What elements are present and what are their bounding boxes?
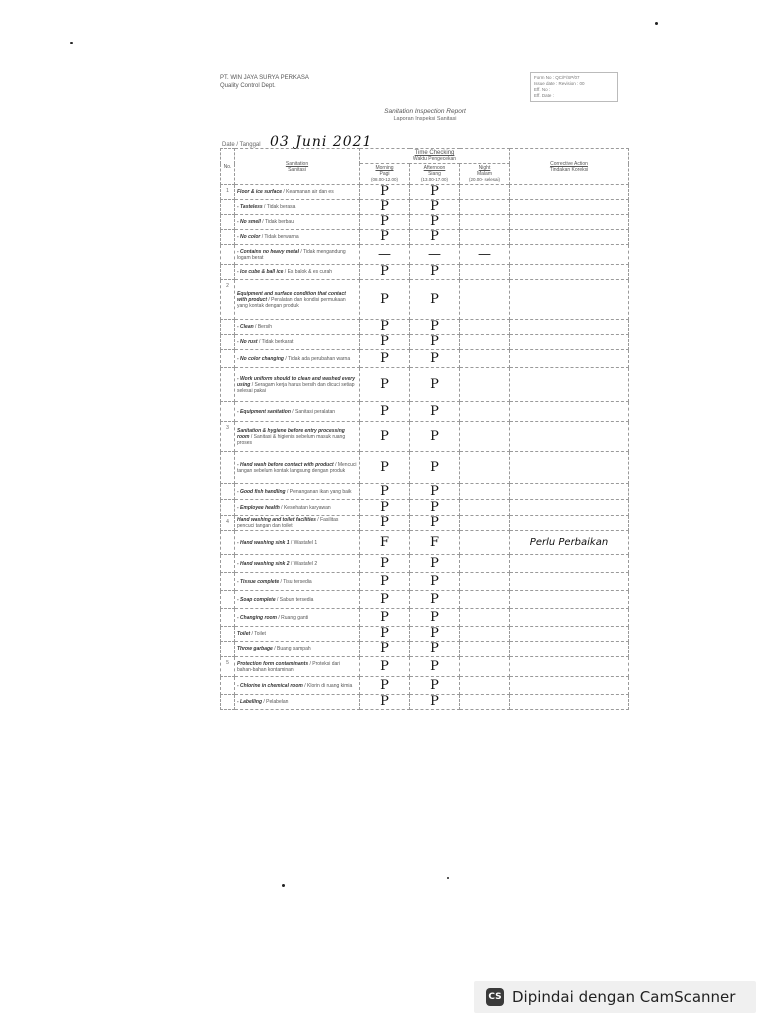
corrective-action-note bbox=[510, 368, 629, 402]
morning-mark: P bbox=[360, 265, 410, 280]
table-row bbox=[221, 200, 629, 215]
night-mark bbox=[460, 695, 510, 710]
night-mark bbox=[460, 452, 510, 484]
table-row bbox=[221, 335, 629, 350]
row-parameter bbox=[235, 350, 360, 368]
date-label: Date / Tanggal bbox=[222, 142, 261, 148]
corrective-action-note bbox=[510, 677, 629, 695]
parameter-indonesian: / Tisu tersedia bbox=[279, 578, 312, 585]
form-info-box bbox=[530, 72, 618, 102]
afternoon-mark: P bbox=[410, 335, 460, 350]
row-parameter bbox=[235, 555, 360, 573]
afternoon-mark: P bbox=[410, 230, 460, 245]
corrective-action-note bbox=[510, 642, 629, 657]
parameter-indonesian: / Fasilitas pencuci tangan dan toilet bbox=[237, 517, 339, 529]
morning-mark: P bbox=[360, 368, 410, 402]
night-mark bbox=[460, 265, 510, 280]
morning-mark: P bbox=[360, 555, 410, 573]
corrective-action-note bbox=[510, 591, 629, 609]
morning-mark: P bbox=[360, 657, 410, 677]
corrective-action-note bbox=[510, 500, 629, 516]
parameter-english: - Hand wash before contact with product bbox=[237, 461, 334, 468]
afternoon-mark: P bbox=[410, 516, 460, 531]
morning-mark: P bbox=[360, 422, 410, 452]
row-parameter bbox=[235, 422, 360, 452]
table-row bbox=[221, 657, 629, 677]
corrective-action-note bbox=[510, 280, 629, 320]
morning-mark: P bbox=[360, 185, 410, 200]
scan-speck bbox=[447, 877, 449, 879]
parameter-indonesian: / Keamanan air dan es bbox=[282, 189, 334, 195]
table-row bbox=[221, 368, 629, 402]
morning-mark: P bbox=[360, 350, 410, 368]
row-number bbox=[221, 200, 235, 215]
table-row bbox=[221, 677, 629, 695]
corrective-action-note bbox=[510, 200, 629, 215]
parameter-english: Sanitation & hygiene before entry processing room bbox=[237, 427, 345, 440]
row-number bbox=[221, 452, 235, 484]
parameter-indonesian: / Bersih bbox=[253, 324, 273, 330]
parameter-english: Protection form contaminants bbox=[237, 660, 309, 667]
morning-mark: P bbox=[360, 215, 410, 230]
afternoon-mark: P bbox=[410, 591, 460, 609]
header-afternoon: Afternoon Siang (13.00-17.00) bbox=[410, 164, 460, 185]
parameter-english: - No rust bbox=[237, 339, 258, 345]
row-parameter bbox=[235, 531, 360, 555]
parameter-indonesian: / Tidak berkarat bbox=[257, 339, 294, 345]
parameter-english: - Tissue complete bbox=[237, 578, 280, 585]
parameter-indonesian: / Tidak berwarna bbox=[260, 234, 299, 240]
night-mark bbox=[460, 555, 510, 573]
parameter-indonesian: / Pelabelan bbox=[262, 699, 289, 705]
night-mark bbox=[460, 200, 510, 215]
corrective-action-note bbox=[510, 185, 629, 200]
night-mark bbox=[460, 350, 510, 368]
parameter-indonesian: / Mencuci tangan sebelum kontak langsung dengan produk bbox=[237, 461, 357, 474]
table-row bbox=[221, 320, 629, 335]
morning-mark: P bbox=[360, 500, 410, 516]
row-parameter bbox=[235, 230, 360, 245]
afternoon-mark: P bbox=[410, 677, 460, 695]
corrective-action-note bbox=[510, 657, 629, 677]
morning-mark: P bbox=[360, 516, 410, 531]
afternoon-mark: — bbox=[410, 245, 460, 265]
morning-mark: P bbox=[360, 695, 410, 710]
night-mark bbox=[460, 531, 510, 555]
night-mark bbox=[460, 609, 510, 627]
afternoon-mark: P bbox=[410, 422, 460, 452]
parameter-indonesian: / Es balok & es curah bbox=[283, 269, 333, 275]
parameter-english: - No smell bbox=[237, 219, 261, 225]
row-number bbox=[221, 500, 235, 516]
afternoon-mark: F bbox=[410, 531, 460, 555]
night-mark bbox=[460, 642, 510, 657]
morning-mark: P bbox=[360, 230, 410, 245]
night-mark bbox=[460, 422, 510, 452]
parameter-indonesian: / Tidak berasa bbox=[262, 204, 296, 210]
table-row bbox=[221, 280, 629, 320]
afternoon-mark: P bbox=[410, 555, 460, 573]
parameter-indonesian: / Sanitasi peralatan bbox=[290, 408, 336, 415]
morning-mark: — bbox=[360, 245, 410, 265]
night-mark bbox=[460, 657, 510, 677]
row-parameter bbox=[235, 185, 360, 200]
sanitation-checklist-table bbox=[220, 148, 629, 710]
parameter-english: Floor & ice surface bbox=[237, 189, 283, 195]
table-row bbox=[221, 573, 629, 591]
row-number bbox=[221, 245, 235, 265]
night-mark bbox=[460, 280, 510, 320]
afternoon-mark: P bbox=[410, 573, 460, 591]
night-mark bbox=[460, 573, 510, 591]
night-mark bbox=[460, 677, 510, 695]
row-number: 1 bbox=[221, 185, 235, 200]
row-number bbox=[221, 573, 235, 591]
corrective-action-note bbox=[510, 422, 629, 452]
row-parameter bbox=[235, 573, 360, 591]
corrective-action-note bbox=[510, 320, 629, 335]
parameter-indonesian: / Sabun tersedia bbox=[275, 596, 314, 603]
row-parameter bbox=[235, 500, 360, 516]
row-parameter bbox=[235, 402, 360, 422]
parameter-indonesian: / Penanganan ikan yang baik bbox=[285, 488, 352, 495]
parameter-english: Throw garbage bbox=[237, 646, 273, 652]
row-number bbox=[221, 215, 235, 230]
row-number bbox=[221, 320, 235, 335]
morning-mark: P bbox=[360, 484, 410, 500]
parameter-indonesian: / Tidak mengandung logam berat bbox=[237, 248, 346, 261]
row-number bbox=[221, 368, 235, 402]
corrective-action-note bbox=[510, 452, 629, 484]
corrective-action-note bbox=[510, 335, 629, 350]
parameter-english: - Tasteless bbox=[237, 204, 263, 210]
parameter-english: - Contains no heavy metal bbox=[237, 248, 299, 255]
table-row bbox=[221, 609, 629, 627]
camscanner-logo-icon: CS bbox=[486, 988, 504, 1006]
company-dept: Quality Control Dept. bbox=[220, 83, 276, 89]
form-info-line: Eff. No : bbox=[534, 87, 551, 92]
camscanner-text: Dipindai dengan CamScanner bbox=[512, 988, 736, 1006]
date-value: 03 Juni 2021 bbox=[270, 134, 373, 150]
night-mark bbox=[460, 402, 510, 422]
table-row bbox=[221, 215, 629, 230]
parameter-english: - Clean bbox=[237, 324, 254, 330]
table-row bbox=[221, 230, 629, 245]
row-parameter bbox=[235, 642, 360, 657]
morning-mark: P bbox=[360, 677, 410, 695]
scan-speck bbox=[70, 42, 73, 44]
corrective-action-note bbox=[510, 573, 629, 591]
afternoon-mark: P bbox=[410, 609, 460, 627]
scan-speck bbox=[655, 22, 658, 25]
table-row bbox=[221, 452, 629, 484]
morning-mark: P bbox=[360, 402, 410, 422]
corrective-action-note bbox=[510, 350, 629, 368]
table-row bbox=[221, 402, 629, 422]
scan-speck bbox=[282, 884, 285, 887]
row-number bbox=[221, 402, 235, 422]
night-mark bbox=[460, 627, 510, 642]
row-number bbox=[221, 265, 235, 280]
parameter-indonesian: / Wastafel 1 bbox=[289, 539, 318, 546]
row-parameter bbox=[235, 452, 360, 484]
parameter-english: Hand washing and toilet facilities bbox=[237, 517, 316, 523]
row-parameter bbox=[235, 695, 360, 710]
afternoon-mark: P bbox=[410, 185, 460, 200]
row-parameter bbox=[235, 609, 360, 627]
row-parameter bbox=[235, 335, 360, 350]
afternoon-mark: P bbox=[410, 627, 460, 642]
parameter-english: - Work uniform should to clean and washed every using bbox=[237, 375, 355, 388]
header-parameter: Sanitation Sanitasi bbox=[235, 149, 360, 185]
parameter-english: - Hand washing sink 1 bbox=[237, 539, 290, 546]
row-parameter bbox=[235, 245, 360, 265]
row-parameter bbox=[235, 320, 360, 335]
row-number bbox=[221, 642, 235, 657]
row-number bbox=[221, 484, 235, 500]
row-parameter bbox=[235, 484, 360, 500]
afternoon-mark: P bbox=[410, 695, 460, 710]
parameter-english: - Chlorine in chemical room bbox=[237, 682, 303, 689]
header-no: No. bbox=[221, 149, 235, 185]
corrective-action-note bbox=[510, 609, 629, 627]
night-mark bbox=[460, 185, 510, 200]
parameter-english: - Equipment sanitation bbox=[237, 408, 291, 415]
night-mark bbox=[460, 335, 510, 350]
parameter-english: - Changing room bbox=[237, 614, 277, 621]
parameter-english: - Labelling bbox=[237, 699, 262, 705]
parameter-indonesian: / Tidak ada perubahan warna bbox=[283, 355, 351, 362]
morning-mark: P bbox=[360, 642, 410, 657]
morning-mark: P bbox=[360, 452, 410, 484]
parameter-english: - Employee health bbox=[237, 504, 280, 511]
corrective-action-note bbox=[510, 484, 629, 500]
row-number bbox=[221, 627, 235, 642]
row-parameter bbox=[235, 591, 360, 609]
parameter-indonesian: / Klorin di ruang kimia bbox=[302, 682, 353, 689]
afternoon-mark: P bbox=[410, 368, 460, 402]
row-number: 5 bbox=[221, 657, 235, 677]
parameter-indonesian: / Proteksi dari bahan-bahan kontaminan bbox=[237, 660, 341, 673]
parameter-english: - No color changing bbox=[237, 355, 284, 362]
night-mark bbox=[460, 500, 510, 516]
row-number bbox=[221, 350, 235, 368]
night-mark bbox=[460, 516, 510, 531]
parameter-indonesian: / Seragam kerja harus bersih dan dicuci setiap selesai pakai bbox=[237, 381, 355, 394]
table-row bbox=[221, 185, 629, 200]
company-header bbox=[220, 74, 360, 90]
morning-mark: P bbox=[360, 627, 410, 642]
afternoon-mark: P bbox=[410, 215, 460, 230]
table-row bbox=[221, 484, 629, 500]
corrective-action-note: Perlu Perbaikan bbox=[510, 531, 629, 555]
parameter-english: Toilet bbox=[237, 631, 251, 637]
table-row bbox=[221, 265, 629, 280]
morning-mark: P bbox=[360, 200, 410, 215]
table-row bbox=[221, 627, 629, 642]
company-name: PT. WIN JAYA SURYA PERKASA bbox=[220, 75, 309, 81]
parameter-english: - Good fish handling bbox=[237, 488, 286, 495]
corrective-action-note bbox=[510, 215, 629, 230]
table-row bbox=[221, 555, 629, 573]
table-row bbox=[221, 695, 629, 710]
row-number bbox=[221, 531, 235, 555]
table-row bbox=[221, 642, 629, 657]
morning-mark: P bbox=[360, 609, 410, 627]
table-row bbox=[221, 350, 629, 368]
table-row bbox=[221, 591, 629, 609]
parameter-indonesian: / Peralatan dan kondisi permukaan yang kontak dengan produk bbox=[237, 296, 346, 309]
afternoon-mark: P bbox=[410, 452, 460, 484]
parameter-indonesian: / Tidak berbau bbox=[260, 219, 294, 225]
corrective-action-note bbox=[510, 555, 629, 573]
afternoon-mark: P bbox=[410, 657, 460, 677]
night-mark bbox=[460, 320, 510, 335]
afternoon-mark: P bbox=[410, 350, 460, 368]
parameter-indonesian: / Toilet bbox=[250, 631, 266, 637]
night-mark: — bbox=[460, 245, 510, 265]
parameter-indonesian: / Ruang ganti bbox=[277, 614, 309, 621]
night-mark bbox=[460, 591, 510, 609]
row-number bbox=[221, 609, 235, 627]
header-time-checking: Time Checking Waktu Pengecekan bbox=[360, 149, 510, 164]
row-number bbox=[221, 555, 235, 573]
form-info-line: Form No : QC/F/SP/07 bbox=[534, 75, 580, 80]
night-mark bbox=[460, 368, 510, 402]
row-number bbox=[221, 230, 235, 245]
parameter-indonesian: / Buang sampah bbox=[272, 646, 311, 652]
row-parameter bbox=[235, 265, 360, 280]
header-corrective-action: Corrective Action Tindakan Koreksi bbox=[510, 149, 629, 185]
afternoon-mark: P bbox=[410, 642, 460, 657]
row-number bbox=[221, 677, 235, 695]
row-number bbox=[221, 695, 235, 710]
form-info-line: Eff. Date : bbox=[534, 93, 554, 98]
corrective-action-note bbox=[510, 245, 629, 265]
row-number: 3 bbox=[221, 422, 235, 452]
parameter-indonesian: / Kesehatan karyawan bbox=[279, 504, 331, 511]
afternoon-mark: P bbox=[410, 484, 460, 500]
row-parameter bbox=[235, 516, 360, 531]
row-parameter bbox=[235, 215, 360, 230]
row-parameter bbox=[235, 627, 360, 642]
afternoon-mark: P bbox=[410, 500, 460, 516]
form-info-line: Issue date : Revision : 00 bbox=[534, 81, 585, 86]
afternoon-mark: P bbox=[410, 402, 460, 422]
parameter-english: - Ice cube & ball ice bbox=[237, 269, 284, 275]
parameter-english: - Hand washing sink 2 bbox=[237, 560, 290, 567]
afternoon-mark: P bbox=[410, 280, 460, 320]
corrective-action-note bbox=[510, 695, 629, 710]
header-morning: Morning Pagi (08.00-12.00) bbox=[360, 164, 410, 185]
night-mark bbox=[460, 230, 510, 245]
row-number bbox=[221, 591, 235, 609]
afternoon-mark: P bbox=[410, 265, 460, 280]
report-subtitle: Laporan Inspeksi Sanitasi bbox=[393, 116, 457, 122]
row-parameter bbox=[235, 368, 360, 402]
morning-mark: P bbox=[360, 320, 410, 335]
afternoon-mark: P bbox=[410, 320, 460, 335]
parameter-indonesian: / Sanitasi & higienis sebelum masuk ruang proses bbox=[237, 433, 346, 446]
corrective-action-note bbox=[510, 230, 629, 245]
night-mark bbox=[460, 215, 510, 230]
parameter-indonesian: / Wastafel 2 bbox=[289, 560, 318, 567]
parameter-english: Equipment and surface condition that contact with product bbox=[237, 290, 346, 303]
checklist-rows bbox=[221, 185, 629, 710]
corrective-action-note bbox=[510, 265, 629, 280]
morning-mark: F bbox=[360, 531, 410, 555]
row-number: 4 bbox=[221, 516, 235, 531]
row-parameter bbox=[235, 657, 360, 677]
morning-mark: P bbox=[360, 335, 410, 350]
night-mark bbox=[460, 484, 510, 500]
corrective-action-note bbox=[510, 516, 629, 531]
camscanner-watermark bbox=[474, 981, 756, 1013]
morning-mark: P bbox=[360, 591, 410, 609]
parameter-english: - No color bbox=[237, 234, 261, 240]
table-row bbox=[221, 516, 629, 531]
row-number bbox=[221, 335, 235, 350]
table-row bbox=[221, 422, 629, 452]
table-row bbox=[221, 531, 629, 555]
morning-mark: P bbox=[360, 280, 410, 320]
header-night: Night Malam (20.00- selesai) bbox=[460, 164, 510, 185]
corrective-action-note bbox=[510, 402, 629, 422]
morning-mark: P bbox=[360, 573, 410, 591]
row-parameter bbox=[235, 677, 360, 695]
row-parameter bbox=[235, 280, 360, 320]
row-parameter bbox=[235, 200, 360, 215]
corrective-action-note bbox=[510, 627, 629, 642]
parameter-english: - Soap complete bbox=[237, 596, 276, 603]
table-row bbox=[221, 245, 629, 265]
afternoon-mark: P bbox=[410, 200, 460, 215]
row-number: 2 bbox=[221, 280, 235, 320]
table-row bbox=[221, 500, 629, 516]
report-title: Sanitation Inspection Report bbox=[384, 108, 466, 115]
